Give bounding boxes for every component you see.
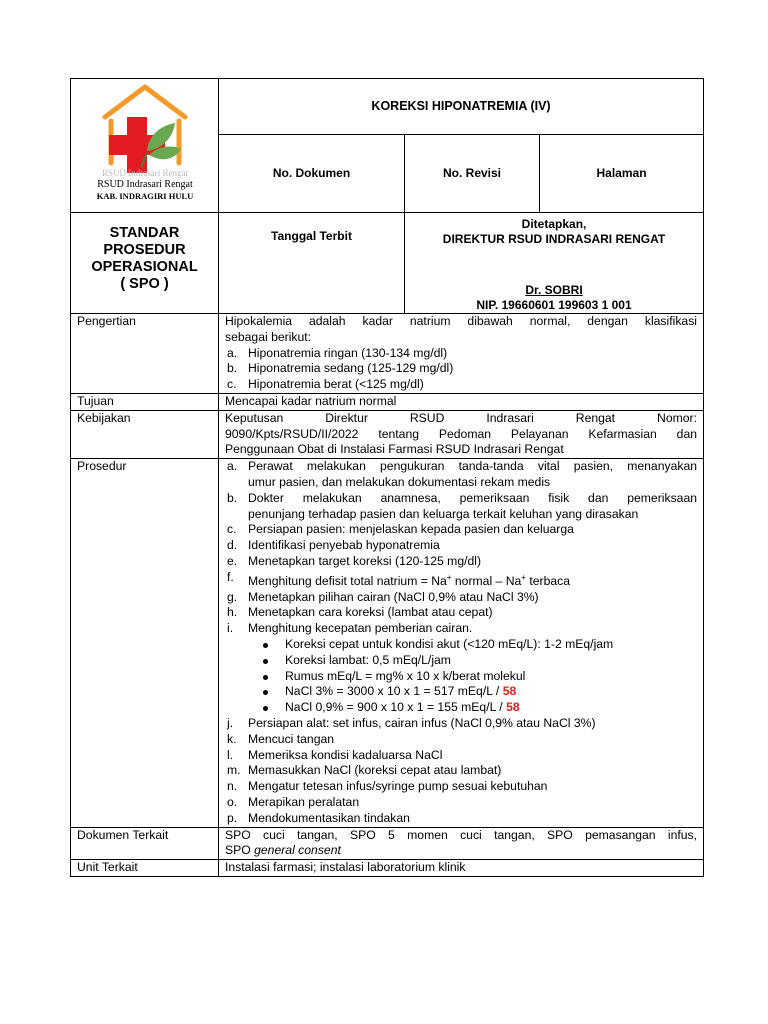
list-item: l. Memeriksa kondisi kadaluarsa NaCl	[227, 747, 443, 762]
spo-title-cell	[71, 213, 219, 314]
spo-line-standar: STANDAR	[109, 225, 180, 241]
list-item: Koreksi lambat: 0,5 mEq/L/jam	[225, 653, 697, 669]
tujuan-content: Mencapai kadar natrium normal	[219, 393, 704, 410]
dokumen-terkait-label: Dokumen Terkait	[71, 827, 219, 860]
dokumen-terkait-line1: SPO cuci tangan, SPO 5 momen cuci tangan, SPO pemasangan infus,	[225, 827, 697, 842]
kebijakan-line1: Keputusan Direktur RSUD Indrasari Rengat Nomor:	[225, 410, 697, 425]
list-item: Rumus mEq/L = mg% x 10 x k/berat molekul	[225, 669, 697, 685]
approval-cell	[405, 213, 704, 314]
kebijakan-line3: Penggunaan Obat di Instalasi Farmasi RSUD Indrasari Rengat	[225, 442, 564, 457]
list-item: b. Hiponatremia sedang (125-129 mg/dl)	[227, 361, 454, 376]
bullet-list	[225, 637, 697, 716]
logo-hospital-name: RSUD Indrasari Rengat	[96, 179, 193, 190]
pengertian-list	[225, 346, 697, 393]
spo-line-prosedur: PROSEDUR	[103, 242, 186, 258]
signer-nip: NIP. 19660601 199603 1 001	[476, 298, 632, 312]
kebijakan-content	[219, 410, 704, 458]
list-item: b. Dokter melakukan anamnesa, pemeriksaan fisik dan pemeriksaan penunjang terhadap pasien dan keluarga terkait keluhan yang dirasakan	[227, 490, 697, 521]
row-dokumen-terkait	[71, 827, 704, 860]
list-item: f. Menghitung defisit total natrium = Na+ normal – Na+ terbaca	[227, 569, 571, 588]
prosedur-list	[225, 459, 697, 637]
list-item: c. Persiapan pasien: menjelaskan kepada pasien dan keluarga	[227, 522, 574, 537]
list-item: d. Identifikasi penyebab hyponatremia	[227, 538, 440, 553]
spo-document	[70, 78, 703, 877]
row-pengertian	[71, 314, 704, 394]
kebijakan-label: Kebijakan	[71, 410, 219, 458]
list-item: Koreksi cepat untuk kondisi akut (<120 mEq/L): 1-2 mEq/jam	[225, 637, 697, 653]
document-title: KOREKSI HIPONATREMIA (IV)	[219, 79, 704, 135]
list-item: c. Hiponatremia berat (<125 mg/dl)	[227, 377, 424, 392]
row-kebijakan	[71, 410, 704, 458]
dokumen-terkait-content	[219, 827, 704, 860]
ditetapkan-label: Ditetapkan,	[521, 217, 587, 231]
pengertian-label: Pengertian	[71, 314, 219, 394]
prosedur-list-continued	[225, 716, 697, 827]
list-item: p. Mendokumentasikan tindakan	[227, 810, 410, 825]
list-item: o. Merapikan peralatan	[227, 794, 360, 809]
dokumen-terkait-line2: SPO general consent	[225, 843, 341, 858]
list-item: NaCl 0,9% = 900 x 10 x 1 = 155 mEq/L / 58	[225, 700, 697, 716]
pengertian-content	[219, 314, 704, 394]
row-tujuan	[71, 393, 704, 410]
unit-terkait-content: Instalasi farmasi; instalasi laboratorium klinik	[219, 860, 704, 877]
hospital-logo	[75, 79, 215, 209]
list-item: j. Persiapan alat: set infus, cairan infus (NaCl 0,9% atau NaCl 3%)	[227, 715, 596, 730]
row-unit-terkait	[71, 860, 704, 877]
unit-terkait-label: Unit Terkait	[71, 860, 219, 877]
list-item: n. Mengatur tetesan infus/syringe pump sesuai kebutuhan	[227, 779, 548, 794]
pengertian-intro-line1: Hipokalemia adalah kadar natrium dibawah normal, dengan klasifikasi	[225, 314, 697, 328]
logo-region: KAB. INDRAGIRI HULU	[96, 191, 193, 201]
pengertian-intro-line2: sebagai berikut:	[225, 329, 312, 344]
halaman-label: Halaman	[540, 134, 704, 212]
prosedur-content	[219, 459, 704, 827]
list-item: a. Hiponatremia ringan (130-134 mg/dl)	[227, 345, 448, 360]
row-prosedur	[71, 459, 704, 827]
list-item: NaCl 3% = 3000 x 10 x 1 = 517 mEq/L / 58	[225, 684, 697, 700]
logo-watermark: RSUD Indrasari Rengat	[101, 168, 188, 178]
no-revisi-label: No. Revisi	[405, 134, 540, 212]
direktur-label: DIREKTUR RSUD INDRASARI RENGAT	[442, 232, 666, 246]
list-item: a. Perawat melakukan pengukuran tanda-tanda vital pasien, menanyakan umur pasien, dan melakukan dokumentasi rekam medis	[227, 459, 697, 489]
document-header-table	[70, 78, 704, 314]
list-item: i. Menghitung kecepatan pemberian cairan.	[227, 621, 473, 636]
signer-name: Dr. SOBRI	[525, 283, 583, 297]
no-dokumen-label: No. Dokumen	[219, 134, 405, 212]
kebijakan-line2: 9090/Kpts/RSUD/II/2022 tentang Pedoman Pelayanan Kefarmasian dan	[225, 426, 697, 441]
house-outline-icon	[105, 87, 185, 117]
list-item: e. Menetapkan target koreksi (120-125 mg/dl)	[227, 553, 482, 568]
document-body-table	[70, 313, 704, 877]
tujuan-label: Tujuan	[71, 393, 219, 410]
list-item: m. Memasukkan NaCl (koreksi cepat atau lambat)	[227, 763, 502, 778]
spo-line-spo: ( SPO )	[120, 276, 169, 292]
logo-cell	[71, 79, 219, 213]
prosedur-label: Prosedur	[71, 459, 219, 827]
list-item: g. Menetapkan pilihan cairan (NaCl 0,9% atau NaCl 3%)	[227, 589, 539, 604]
list-item: k. Mencuci tangan	[227, 731, 335, 746]
spo-line-operasional: OPERASIONAL	[91, 259, 198, 275]
list-item: h. Menetapkan cara koreksi (lambat atau cepat)	[227, 605, 493, 620]
tanggal-terbit-label: Tanggal Terbit	[219, 213, 405, 314]
